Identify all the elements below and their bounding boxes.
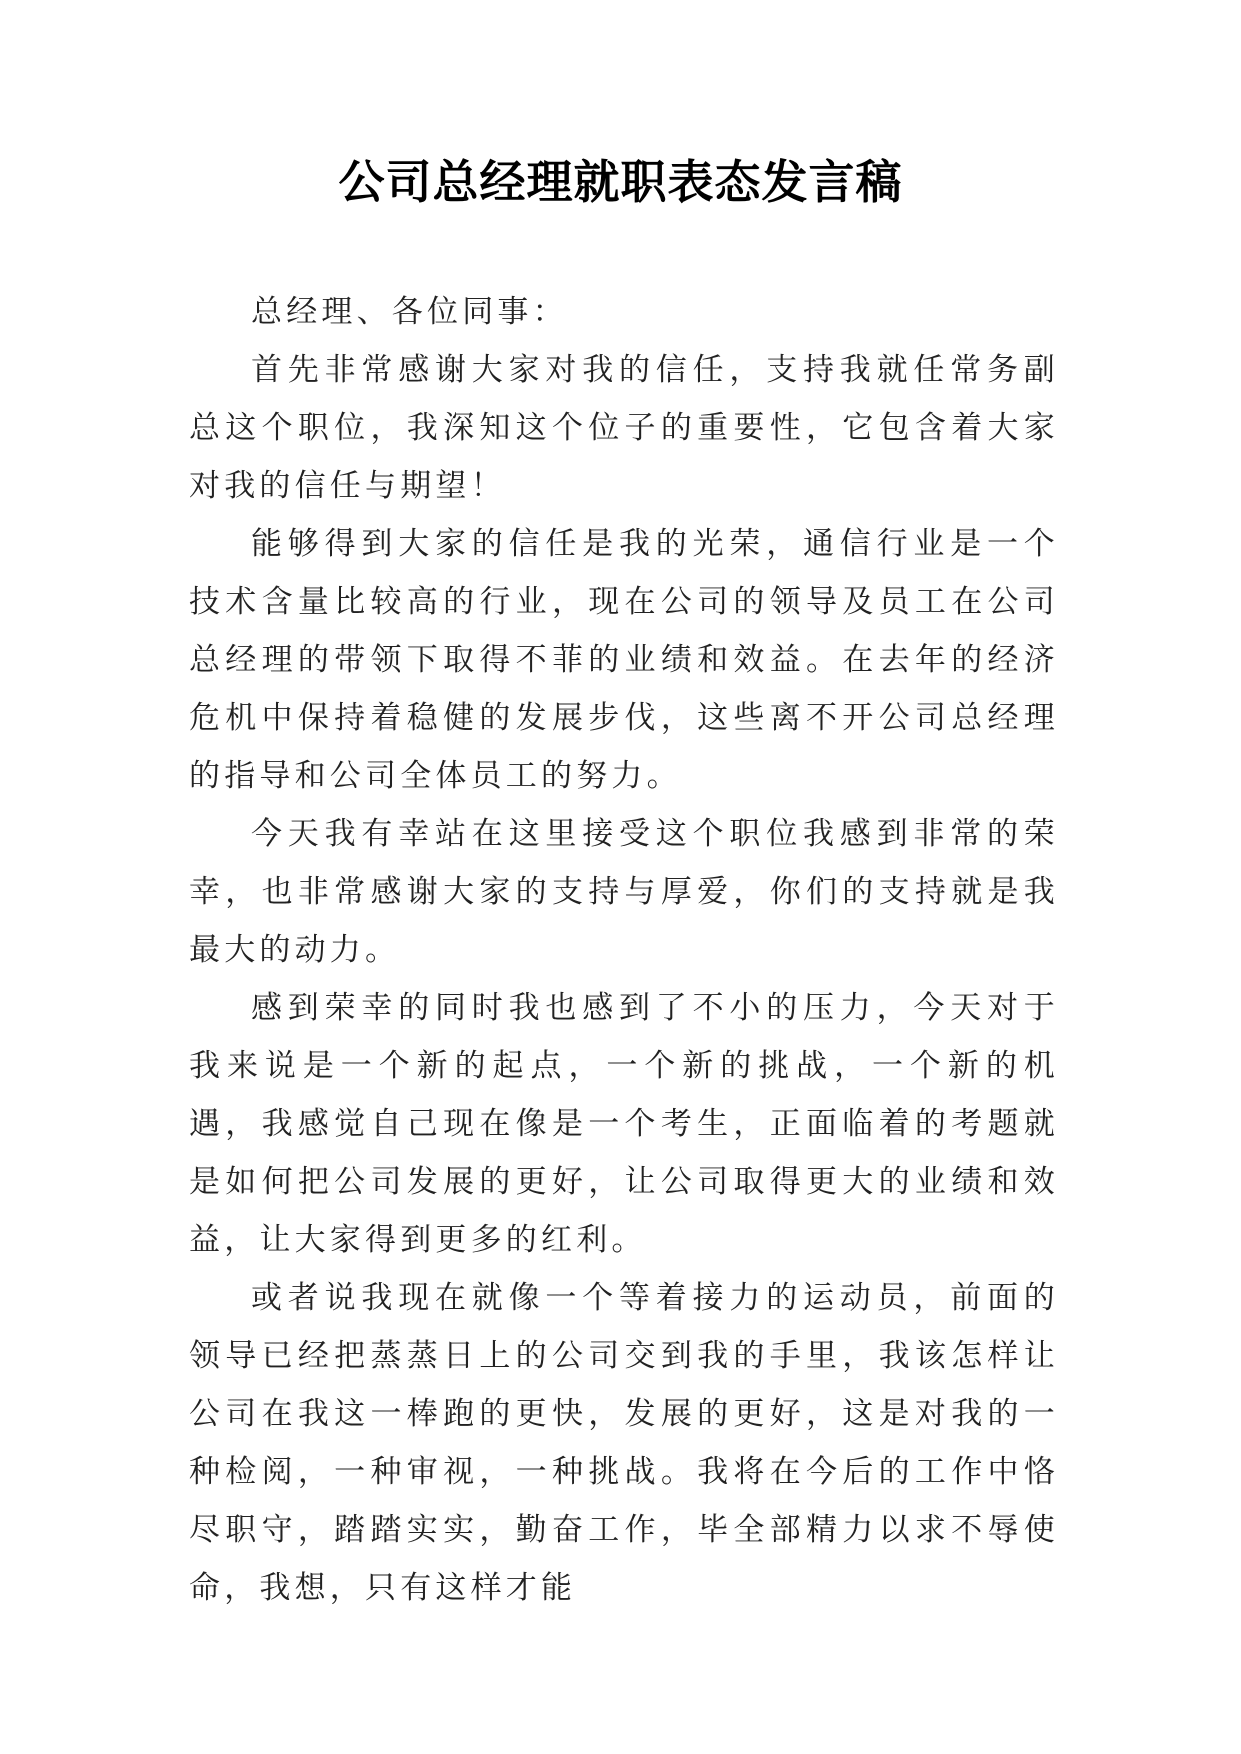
paragraph-5: 或者说我现在就像一个等着接力的运动员，前面的领导已经把蒸蒸日上的公司交到我的手里，我该怎样让公司在我这一棒跑的更快，发展的更好，这是对我的一种检阅，一种审视，一种挑战。我将在今后的工作中恪尽职守，踏踏实实，勤奋工作，毕全部精力以求不辱使命，我想，只有这样才能 bbox=[189, 1280, 1059, 1606]
document-title: 公司总经理就职表态发言稿 bbox=[338, 155, 903, 209]
paragraph-3: 今天我有幸站在这里接受这个职位我感到非常的荣幸，也非常感谢大家的支持与厚爱，你们的支持就是我最大的动力。 bbox=[189, 816, 1059, 968]
salutation: 总经理、各位同事： bbox=[251, 294, 568, 330]
paragraph-2: 能够得到大家的信任是我的光荣，通信行业是一个技术含量比较高的行业，现在公司的领导及员工在公司总经理的带领下取得不菲的业绩和效益。在去年的经济危机中保持着稳健的发展步伐，这些离不开公司总经理的指导和公司全体员工的努力。 bbox=[189, 526, 1059, 794]
paragraph-4: 感到荣幸的同时我也感到了不小的压力，今天对于我来说是一个新的起点，一个新的挑战，一个新的机遇，我感觉自己现在像是一个考生，正面临着的考题就是如何把公司发展的更好，让公司取得更大的业绩和效益，让大家得到更多的红利。 bbox=[189, 990, 1059, 1258]
document-body bbox=[189, 283, 1059, 1617]
paragraph-1: 首先非常感谢大家对我的信任，支持我就任常务副总这个职位，我深知这个位子的重要性，它包含着大家对我的信任与期望！ bbox=[189, 352, 1059, 504]
